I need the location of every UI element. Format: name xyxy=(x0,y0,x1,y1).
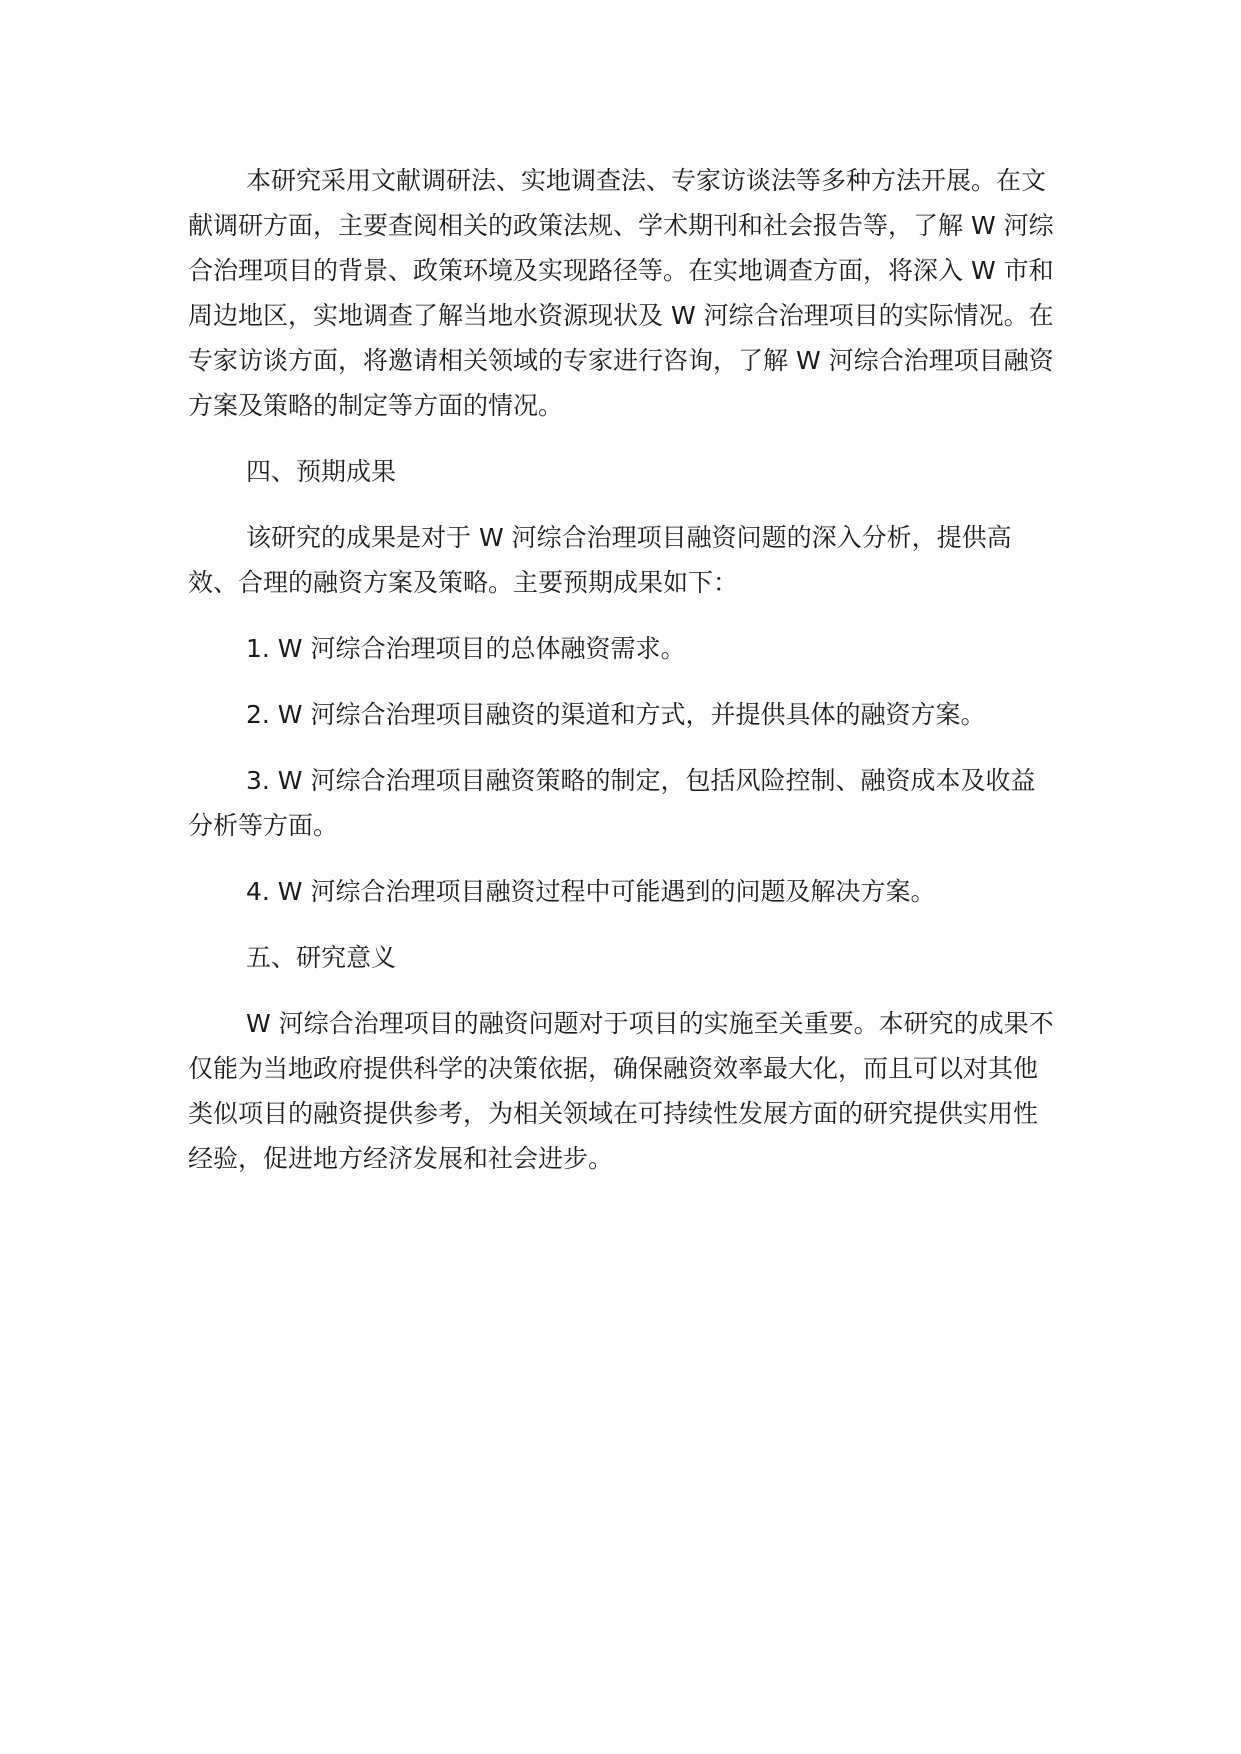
document-body xyxy=(188,158,1058,1202)
paragraph-significance: W 河综合治理项目的融资问题对于项目的实施至关重要。本研究的成果不仅能为当地政府提供科学的决策依据，确保融资效率最大化，而且可以对其他类似项目的融资提供参考，为相关领域在可持续性发展方面的研究提供实用性经验，促进地方经济发展和社会进步。 xyxy=(188,1009,1054,1173)
list-item-4: 4. W 河综合治理项目融资过程中可能遇到的问题及解决方案。 xyxy=(246,877,936,906)
paragraph-research-methods: 本研究采用文献调研法、实地调查法、专家访谈法等多种方法开展。在文献调研方面，主要查阅相关的政策法规、学术期刊和社会报告等，了解 W 河综合治理项目的背景、政策环境及实现路径等。在实地调查方面，将深入 W 市和周边地区，实地调查了解当地水资源现状及 W 河综合治理项目的实际情况。在专家访谈方面，将邀请相关领域的专家进行咨询，了解 W 河综合治理项目融资方案及策略的制定等方面的情况。 xyxy=(188,166,1054,420)
paragraph-expected-results-intro: 该研究的成果是对于 W 河综合治理项目融资问题的深入分析，提供高效、合理的融资方案及策略。主要预期成果如下： xyxy=(188,523,1012,597)
section-heading-significance: 五、研究意义 xyxy=(246,943,397,972)
list-item-3: 3. W 河综合治理项目融资策略的制定，包括风险控制、融资成本及收益分析等方面。 xyxy=(188,766,1036,840)
list-item-2: 2. W 河综合治理项目融资的渠道和方式，并提供具体的融资方案。 xyxy=(246,700,986,729)
section-heading-expected-results: 四、预期成果 xyxy=(246,457,397,486)
list-item-1: 1. W 河综合治理项目的总体融资需求。 xyxy=(246,634,686,663)
